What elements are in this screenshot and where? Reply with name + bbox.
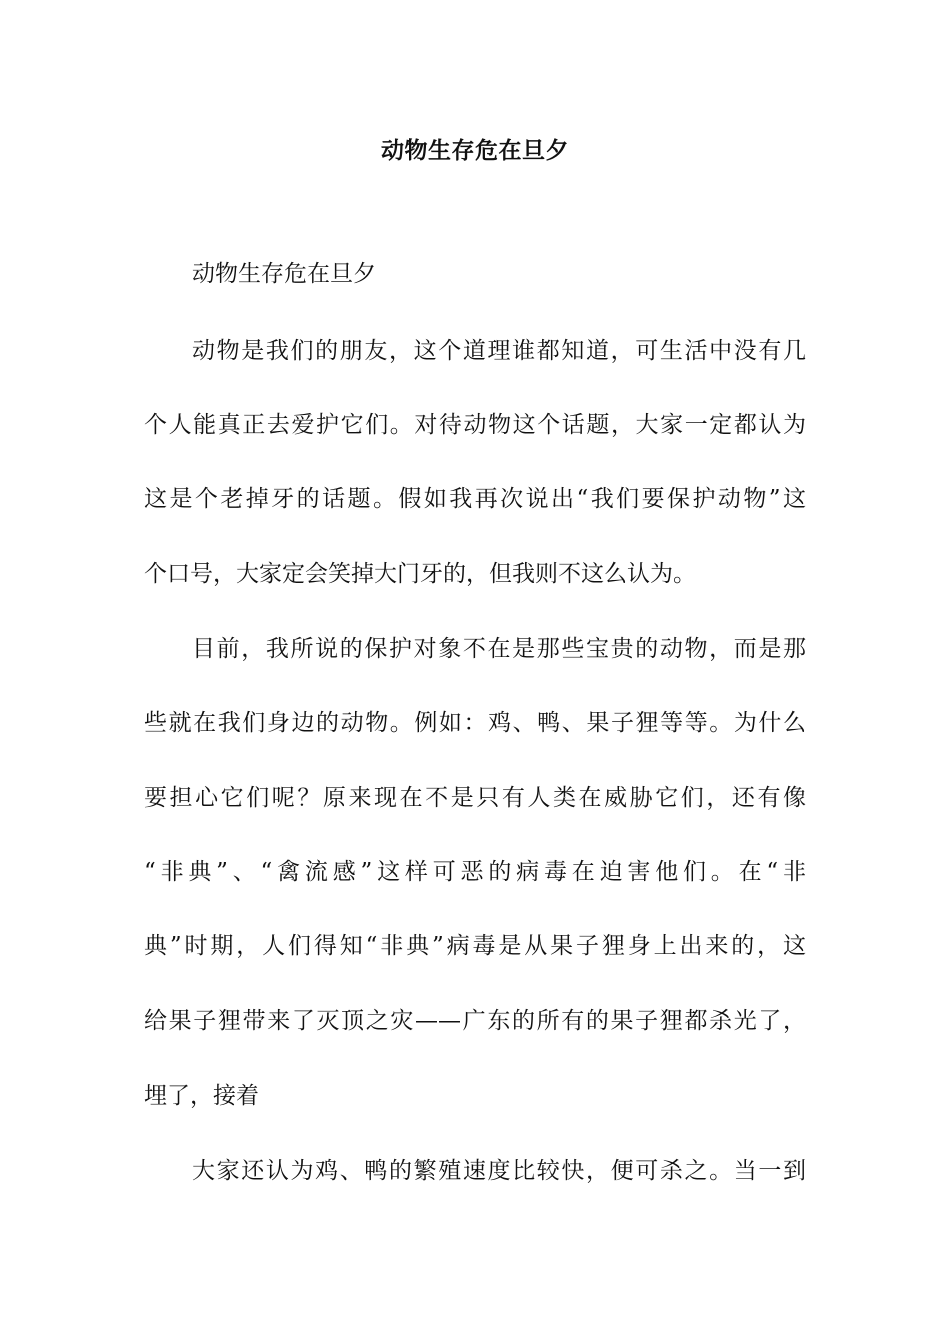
paragraph-line: “非典”、“禽流感”这样可恶的病毒在迫害他们。在“非 bbox=[144, 859, 806, 885]
paragraph-line: 动物是我们的朋友，这个道理谁都知道，可生活中没有几 bbox=[192, 338, 806, 364]
subtitle-line: 动物生存危在旦夕 bbox=[192, 261, 376, 287]
paragraph-line: 目前，我所说的保护对象不在是那些宝贵的动物，而是那 bbox=[192, 636, 806, 662]
paragraph-line: 这是个老掉牙的话题。假如我再次说出“我们要保护动物”这 bbox=[144, 486, 806, 512]
paragraph-line: 埋了，接着 bbox=[144, 1083, 259, 1109]
paragraph-line: 大家还认为鸡、鸭的繁殖速度比较快，便可杀之。当一到 bbox=[192, 1158, 806, 1184]
paragraph-line: 典”时期，人们得知“非典”病毒是从果子狸身上出来的，这 bbox=[144, 933, 806, 959]
paragraph-line: 给果子狸带来了灭顶之灾——广东的所有的果子狸都杀光了， bbox=[144, 1008, 806, 1034]
paragraph-line: 个人能真正去爱护它们。对待动物这个话题，大家一定都认为 bbox=[144, 412, 806, 438]
paragraph-line: 要担心它们呢？原来现在不是只有人类在威胁它们，还有像 bbox=[144, 785, 806, 811]
document-title: 动物生存危在旦夕 bbox=[381, 137, 569, 164]
paragraph-line: 个口号，大家定会笑掉大门牙的，但我则不这么认为。 bbox=[144, 561, 696, 587]
paragraph-line: 些就在我们身边的动物。例如：鸡、鸭、果子狸等等。为什么 bbox=[144, 710, 806, 736]
